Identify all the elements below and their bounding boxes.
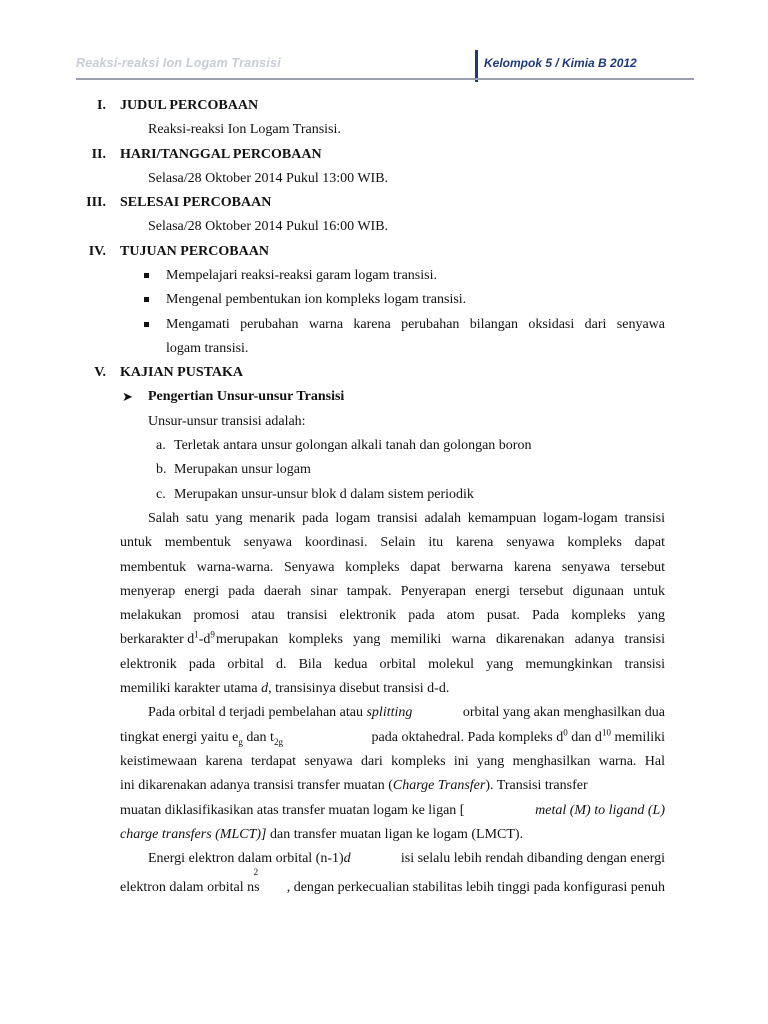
text-run: muatan diklasifikasikan atas transfer muatan logam ke ligan [ xyxy=(120,803,465,818)
section-title: KAJIAN PUSTAKA xyxy=(120,365,244,380)
italic-run: charge transfers (MLCT)] xyxy=(120,827,267,842)
paragraph-line: merupakan kompleks yang memiliki warna dikarenakan adanya transisi xyxy=(216,632,665,647)
paragraph-line xyxy=(148,705,665,721)
superscript: 10 xyxy=(601,727,611,738)
text-run: , dengan perkecualian stabilitas lebih tinggi pada konfigurasi penuh xyxy=(286,880,665,895)
text-run xyxy=(148,705,412,721)
text-run xyxy=(120,730,283,746)
section-title: SELESAI PERCOBAAN xyxy=(120,195,272,210)
list-label: c. xyxy=(156,487,166,502)
paragraph-line xyxy=(120,803,665,819)
section-number: V. xyxy=(94,365,106,380)
superscript: 1 xyxy=(194,629,199,640)
arrow-bullet-icon: ➤ xyxy=(122,389,133,404)
superscript: 2 xyxy=(253,867,259,878)
list-item: Merupakan unsur logam xyxy=(174,462,311,477)
paragraph-line: Salah satu yang menarik pada logam transisi adalah kemampuan logam-logam transisi xyxy=(148,511,665,526)
section-title: JUDUL PERCOBAAN xyxy=(120,98,259,113)
section-number: IV. xyxy=(88,244,106,259)
text-run: isi selalu lebih rendah dibanding dengan energi xyxy=(400,851,665,866)
text-run: , xyxy=(268,681,276,696)
paragraph-line: elektronik pada orbital d. Bila kedua orbital molekul yang memungkinkan transisi xyxy=(120,657,665,672)
text-run: ini dikarenakan adanya transisi transfer muatan ( xyxy=(120,778,393,793)
section-number: II. xyxy=(91,147,106,162)
section-content: Reaksi-reaksi Ion Logam Transisi. xyxy=(148,122,341,137)
paragraph-line: keistimewaan karena terdapat senyawa dari kompleks ini yang menghasilkan warna. Hal xyxy=(120,754,665,769)
page-header xyxy=(76,56,694,80)
objective-item-continued: logam transisi. xyxy=(166,341,249,356)
text-run xyxy=(120,778,588,794)
objective-item: Mengenal pembentukan ion kompleks logam transisi. xyxy=(166,292,467,307)
text-run: Energi elektron dalam orbital (n-1) xyxy=(148,851,344,866)
text-run: -d xyxy=(198,632,211,647)
objective-item: Mengamati perubahan warna karena perubahan bilangan oksidasi dari senyawa xyxy=(166,317,665,332)
text-run: pada oktahedral. Pada kompleks d xyxy=(371,730,564,745)
section-content: Selasa/28 Oktober 2014 Pukul 16:00 WIB. xyxy=(148,219,389,234)
text-run: dan t xyxy=(242,730,274,745)
bullet-icon xyxy=(144,273,149,278)
text-run xyxy=(120,867,264,896)
header-group-label: Kelompok 5 / Kimia B 2012 xyxy=(484,56,637,70)
subscript: g xyxy=(238,736,243,747)
paragraph-line: membentuk warna-warna. Senyawa kompleks dapat berwarna karena senyawa tersebut xyxy=(120,560,665,575)
text-run: berkarakter d xyxy=(120,632,195,647)
paragraph-line-start xyxy=(120,629,215,648)
paragraph-line xyxy=(120,827,523,843)
text-run: elektron dalam orbital ns xyxy=(120,880,260,895)
text-run: memiliki karakter utama xyxy=(120,681,262,696)
text-run: Pada orbital d terjadi pembelahan atau xyxy=(148,705,367,720)
paragraph-line: melakukan promosi atau transisi elektronik pada atom pusat. Pada kompleks yang xyxy=(120,608,665,623)
text-run: memiliki xyxy=(610,730,665,745)
section-number: I. xyxy=(97,98,106,113)
paragraph-line xyxy=(148,851,665,867)
subscript: 2g xyxy=(273,736,283,747)
list-label: b. xyxy=(156,462,167,477)
subheading: Pengertian Unsur-unsur Transisi xyxy=(148,389,345,404)
text-run xyxy=(371,727,665,746)
list-item: Terletak antara unsur golongan alkali tanah dan golongan boron xyxy=(174,438,532,453)
paragraph-line xyxy=(120,778,665,794)
paragraph-line xyxy=(120,681,449,697)
italic-run: d xyxy=(343,851,351,866)
text-run: transisinya disebut transisi d-d. xyxy=(275,681,450,696)
paragraph-line: menyerap energi pada daerah sinar tampak. Penyerapan energi tersebut digunaan untuk xyxy=(120,584,665,599)
italic-run: d xyxy=(261,681,269,696)
objective-item: Mempelajari reaksi-reaksi garam logam transisi. xyxy=(166,268,437,283)
section-title: TUJUAN PERCOBAAN xyxy=(120,244,269,259)
section-content: Selasa/28 Oktober 2014 Pukul 13:00 WIB. xyxy=(148,171,389,186)
italic-run: metal (M) to ligand (L) xyxy=(535,803,665,818)
italic-run: Charge Transfer xyxy=(392,778,486,793)
text-run: ). Transisi transfer xyxy=(485,778,588,793)
section-number: III. xyxy=(86,195,106,210)
section-title: HARI/TANGGAL PERCOBAAN xyxy=(120,147,322,162)
bullet-icon xyxy=(144,322,149,327)
header-rule xyxy=(76,78,694,80)
text-run xyxy=(148,851,351,867)
header-title: Reaksi-reaksi Ion Logam Transisi xyxy=(76,56,281,70)
paragraph-line xyxy=(120,727,665,747)
superscript: 9 xyxy=(210,629,215,640)
intro-text: Unsur-unsur transisi adalah: xyxy=(148,414,306,429)
text-run: tingkat energi yaitu e xyxy=(120,730,239,745)
text-run: dan d xyxy=(567,730,602,745)
text-run: dan transfer muatan ligan ke logam (LMCT). xyxy=(266,827,524,842)
italic-run: splitting xyxy=(366,705,413,720)
bullet-icon xyxy=(144,297,149,302)
paragraph-line xyxy=(120,867,665,896)
paragraph-line: untuk membentuk senyawa koordinasi. Selain itu karena senyawa kompleks dapat xyxy=(120,535,665,550)
superscript: 0 xyxy=(563,727,568,738)
list-item: Merupakan unsur-unsur blok d dalam sistem periodik xyxy=(174,487,474,502)
text-run: orbital yang akan menghasilkan dua xyxy=(462,705,665,720)
list-label: a. xyxy=(156,438,166,453)
